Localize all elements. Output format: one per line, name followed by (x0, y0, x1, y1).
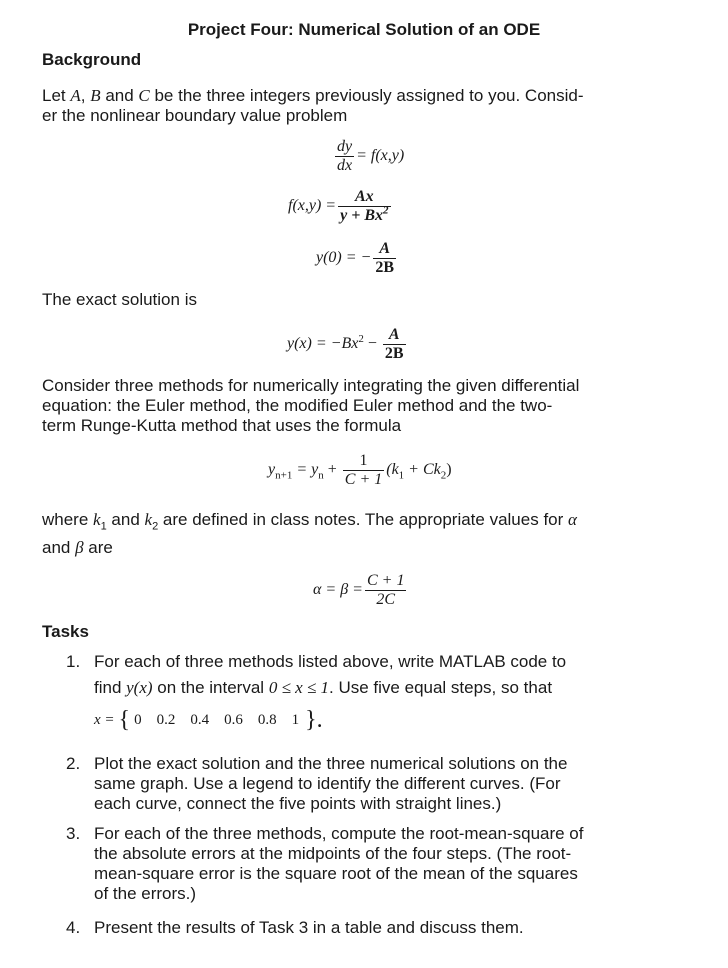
intro-and: and (100, 86, 139, 105)
methods-line-1: Consider three methods for numerically integrating the given differential (42, 376, 580, 395)
frac-num: A (373, 240, 396, 259)
intro-text-post: be the three integers previously assigned to you. Consid- (149, 86, 584, 105)
intro-paragraph (42, 86, 702, 126)
task-line: mean-square error is the square root of the mean of the squares (94, 864, 578, 883)
frac-num: 1 (343, 452, 384, 471)
list-text (94, 754, 686, 814)
and-post: are (83, 538, 113, 557)
list-number: 4. (66, 918, 81, 937)
frac-den: 2B (384, 345, 404, 362)
intro-sep: , (80, 86, 91, 105)
var-beta: β (75, 538, 84, 557)
intro-line-1 (42, 86, 702, 106)
frac-den: C + 1 (344, 471, 383, 488)
task-line (94, 678, 686, 698)
rk-y: y (268, 461, 276, 479)
brace-open: { (118, 707, 131, 733)
list-text (94, 824, 686, 904)
var-c: C (138, 86, 150, 105)
intro-text: Let (42, 86, 71, 105)
task-line: For each of three methods listed above, write MATLAB code to (94, 652, 567, 671)
task-line: of the errors.) (94, 884, 197, 903)
var-b: B (90, 86, 101, 105)
equation-f (288, 188, 393, 225)
tasks-heading: Tasks (42, 622, 89, 641)
den-exp: 2 (383, 204, 389, 217)
background-heading: Background (42, 50, 142, 69)
task-text: . Use five equal steps, so that (329, 678, 553, 697)
ic-fraction (373, 240, 396, 277)
where-text-post: are defined in class notes. The appropriate values for (158, 510, 569, 529)
rk-plus-c: + Ck (404, 461, 441, 479)
ode-rhs: = f(x,y) (356, 147, 405, 165)
brace-close: }. (305, 707, 323, 733)
exact-solution-text: The exact solution is (42, 290, 197, 309)
task-line: same graph. Use a legend to identify the different curves. (For (94, 774, 561, 793)
task-line: Present the results of Task 3 in a table and discuss them. (94, 918, 524, 937)
equation-ode (333, 138, 404, 175)
var-k: k (144, 510, 153, 529)
equation-runge-kutta (268, 452, 452, 489)
methods-line-3: term Runge-Kutta method that uses the formula (42, 416, 402, 435)
frac-num: dy (337, 138, 353, 155)
and-text: and (42, 538, 76, 557)
task-line: the absolute errors at the midpoints of the four steps. (The root- (94, 844, 572, 863)
list-number: 2. (66, 754, 81, 773)
list-text (94, 918, 686, 938)
derivative-fraction (335, 138, 354, 175)
alpha-fraction (365, 572, 406, 609)
rk-sub: n+1 (275, 469, 293, 482)
var-alpha: α (568, 510, 577, 529)
frac-den: dx (337, 157, 353, 174)
rk-fraction (343, 452, 384, 489)
task-line: Plot the exact solution and the three numerical solutions on the (94, 754, 568, 773)
f-fraction (338, 188, 390, 225)
exact-minus: − (363, 335, 381, 353)
where-text: where (42, 510, 94, 529)
f-lhs: f(x,y) = (288, 197, 337, 215)
k-sub: 2 (152, 520, 159, 533)
x-values: 0 0.2 0.4 0.6 0.8 1 (134, 712, 300, 728)
rk-sub: n (318, 469, 324, 482)
frac-num: A (383, 326, 406, 345)
alpha-lhs: α = β = (313, 581, 363, 599)
rk-sub: 1 (398, 469, 405, 482)
task-line: each curve, connect the five points with straight lines.) (94, 794, 502, 813)
tasks-list (66, 652, 686, 952)
frac-den: 2C (376, 591, 396, 608)
where-line-2 (42, 534, 702, 562)
x-lhs: x = (94, 712, 115, 728)
methods-line-2: equation: the Euler method, the modified Euler method and the two- (42, 396, 553, 415)
math-interval: 0 ≤ x ≤ 1 (268, 678, 330, 697)
rk-open: (k (386, 461, 399, 479)
task-line: For each of the three methods, compute the root-mean-square of (94, 824, 584, 843)
task-text: find (94, 678, 127, 697)
exact-exp: 2 (358, 332, 364, 345)
page-title: Project Four: Numerical Solution of an ODE (187, 20, 541, 39)
rk-plus: + (323, 461, 341, 479)
exact-lhs: y(x) = −Bx (287, 335, 359, 353)
list-number: 3. (66, 824, 81, 843)
den-text: y + Bx (340, 207, 383, 224)
list-text (94, 652, 686, 733)
math-yx: y(x) (126, 678, 153, 697)
var-k: k (93, 510, 101, 529)
equation-exact (287, 326, 408, 363)
where-paragraph (42, 506, 702, 562)
frac-num: C + 1 (366, 572, 405, 589)
task-text: on the interval (152, 678, 269, 697)
intro-line-2: er the nonlinear boundary value problem (42, 106, 348, 125)
rk-close: ) (446, 461, 452, 479)
where-line-1 (42, 506, 702, 534)
var-a: A (70, 86, 81, 105)
frac-num: Ax (338, 188, 390, 207)
rk-eq: = y (292, 461, 319, 479)
ic-lhs: y(0) = − (316, 249, 372, 267)
frac-den (338, 204, 390, 225)
frac-den: 2B (375, 259, 395, 276)
equation-alpha-beta (313, 572, 408, 609)
k-sub: 1 (100, 520, 107, 533)
equation-initial (316, 240, 398, 277)
x-vector (94, 707, 686, 733)
exact-fraction (383, 326, 406, 363)
methods-paragraph (42, 376, 702, 436)
where-and: and (106, 510, 145, 529)
rk-sub: 2 (440, 469, 447, 482)
list-number: 1. (66, 652, 81, 671)
